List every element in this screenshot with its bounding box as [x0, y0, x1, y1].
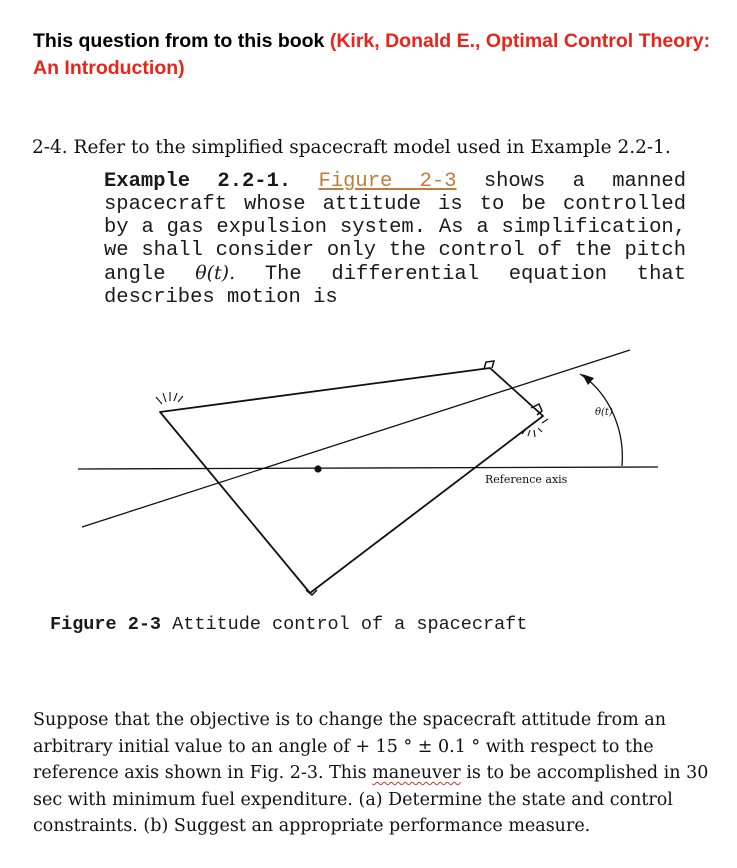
problem-statement: 2-4. Refer to the simplified spacecraft model used in Example 2.2-1.: [32, 137, 671, 158]
question-part-1: Suppose that the objective is to change the spacecraft attitude from an arbitrary initial value to an angle of + 15 ° ± 0.1 ° with respect to the reference axis shown in Fig. 2-3. This: [33, 710, 667, 783]
excerpt-text-2: The differential equation that describes motion is: [104, 263, 686, 309]
body-axis-line: [82, 350, 630, 527]
reference-axis-label: Reference axis: [485, 473, 568, 486]
angle-arc: [580, 374, 622, 466]
book-reference: (Kirk, Donald E., Optimal Control Theory: An Introduction): [33, 30, 711, 79]
reference-axis-line: [78, 467, 658, 469]
figure-caption: [50, 614, 527, 635]
figure-link[interactable]: Figure 2-3: [318, 170, 457, 193]
caption-label: Figure 2-3: [50, 614, 162, 635]
angle-label: θ(t): [595, 407, 613, 418]
example-title: Example 2.2-1.: [104, 170, 292, 193]
source-note-prefix: This question from to this book: [33, 30, 330, 52]
excerpt-text-1: shows a manned spacecraft whose attitude is to be controlled by a gas expulsion system. As a simplification, we shall consider only the control of the pitch angle: [104, 170, 687, 286]
theta-symbol: θ(t).: [195, 262, 236, 284]
exhaust-left-icon: [156, 392, 183, 404]
question-part-2: is to be accomplished in 30 sec with minimum fuel expenditure. (a) Determine the state and control constraints. (b) Suggest an appropriate performance measure.: [33, 763, 709, 836]
question-text: [33, 707, 713, 840]
maneuver-word: maneuver: [372, 763, 461, 783]
caption-text: Attitude control of a spacecraft: [161, 614, 528, 635]
center-of-mass-dot: [314, 465, 321, 472]
